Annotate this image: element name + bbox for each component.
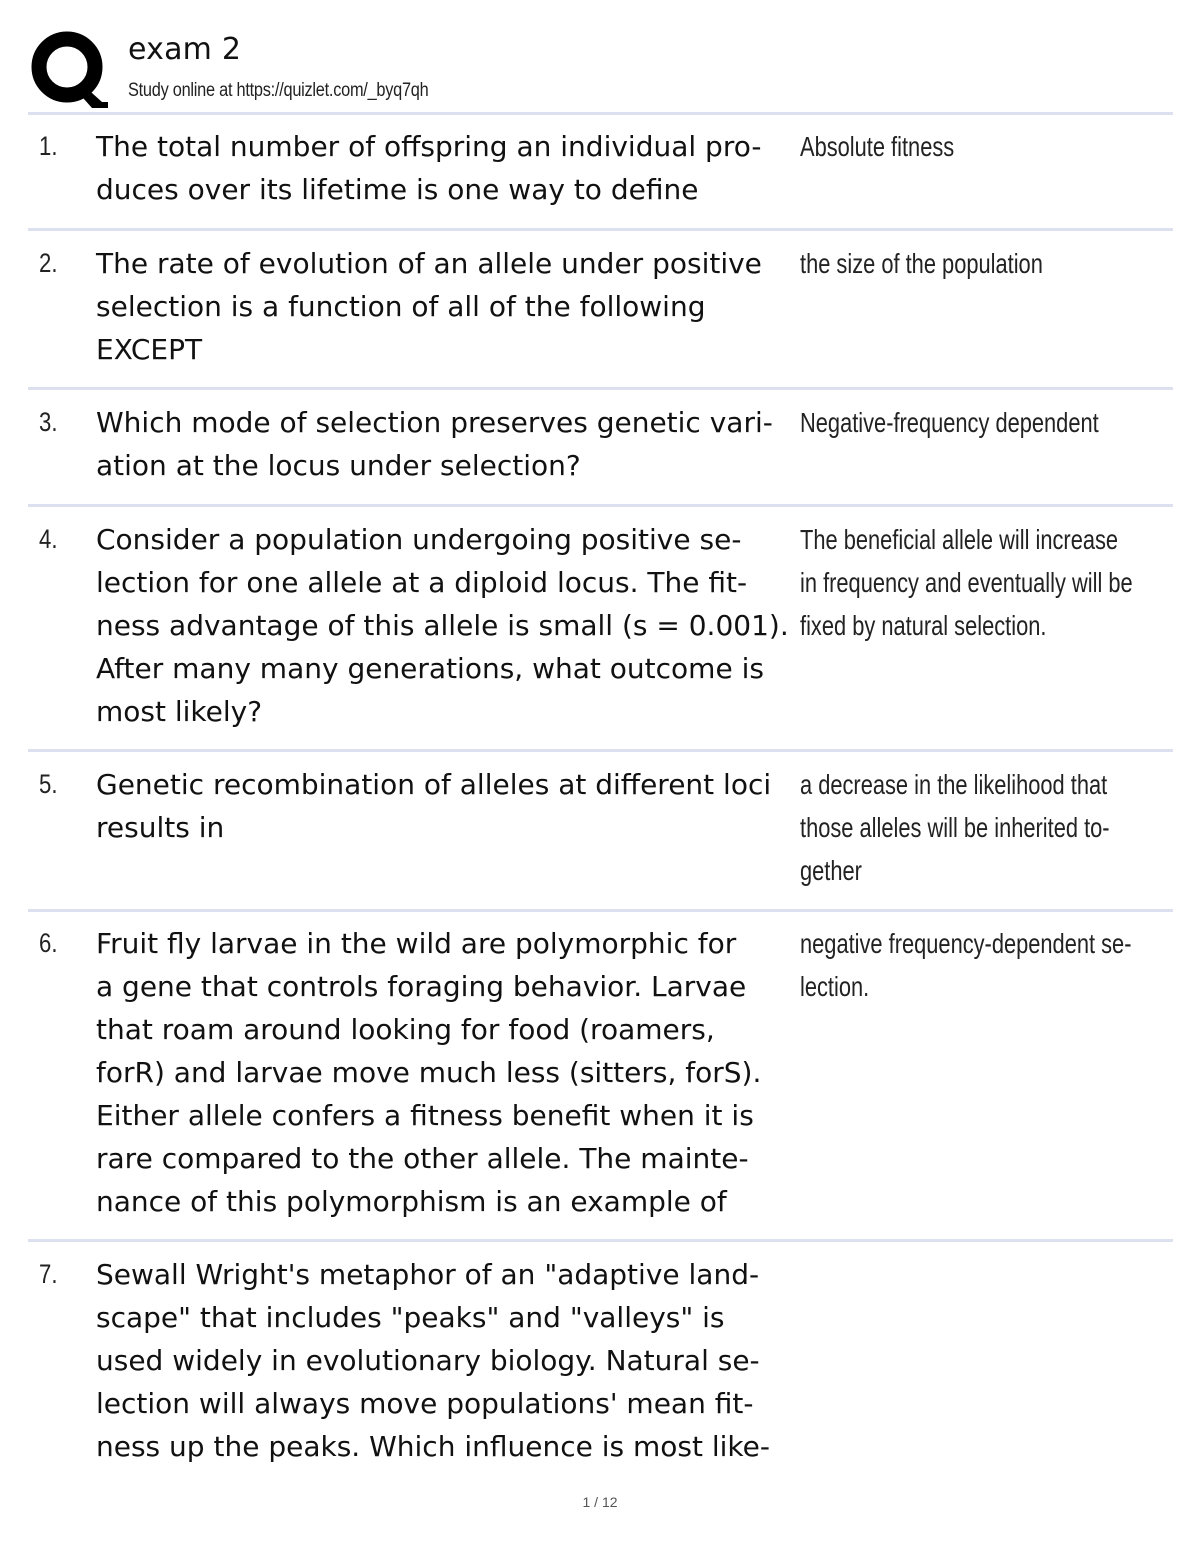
- card-answer: a decrease in the likelihood that those alleles will be inherited to- gether: [800, 769, 1110, 886]
- quizlet-q-logo-icon: [30, 30, 108, 108]
- study-online-link[interactable]: Study online at https://quizlet.com/_byq7qh: [128, 80, 429, 101]
- card-number: 2.: [39, 248, 58, 278]
- card-number: 1.: [39, 131, 58, 161]
- card-number: 3.: [39, 407, 58, 437]
- divider: [28, 112, 1173, 115]
- card-answer: the size of the population: [800, 248, 1043, 279]
- card-answer: Negative-frequency dependent: [800, 407, 1099, 438]
- card-number: 6.: [39, 928, 58, 958]
- document-header: [30, 28, 1172, 112]
- card-number: 5.: [39, 769, 58, 799]
- divider: [28, 228, 1173, 231]
- card-question: Genetic recombination of alleles at different loci results in: [96, 768, 772, 844]
- card-number: 4.: [39, 524, 58, 554]
- card-answer: Absolute fitness: [800, 131, 955, 162]
- document-title: exam 2: [128, 32, 242, 67]
- card-question: Consider a population undergoing positive se- lection for one allele at a diploid locus. The fit- ness advantage of this allele is small (s = 0.001). After many many generations, what outcome is most likely?: [96, 523, 789, 728]
- card-question: The total number of offspring an individual pro- duces over its lifetime is one way to define: [96, 130, 762, 206]
- card-question: Fruit fly larvae in the wild are polymorphic for a gene that controls foraging behavior. Larvae that roam around looking for food (roamers, forR) and larvae move much less (sitters, forS). Either allele confers a fitness benefit when it is rare compared to the other allele. The mainte- nance of this polymorphism is an example of: [96, 927, 762, 1218]
- divider: [28, 749, 1173, 752]
- divider: [28, 387, 1173, 390]
- divider: [28, 909, 1173, 912]
- page-indicator: 1 / 12: [582, 1494, 618, 1510]
- card-question: Which mode of selection preserves genetic vari- ation at the locus under selection?: [96, 406, 773, 482]
- divider: [28, 1239, 1173, 1242]
- divider: [28, 504, 1173, 507]
- card-answer: negative frequency-dependent se- lection.: [800, 928, 1132, 1002]
- card-number: 7.: [39, 1259, 58, 1289]
- card-answer: The beneficial allele will increase in frequency and eventually will be fixed by natural selection.: [800, 524, 1133, 641]
- card-question: The rate of evolution of an allele under positive selection is a function of all of the following EXCEPT: [96, 247, 762, 366]
- card-question: Sewall Wright's metaphor of an "adaptive land- scape" that includes "peaks" and "valleys" is used widely in evolutionary biology. Natural se- lection will always move populations' mean fit- ness up the peaks. Which influence is most like-: [96, 1258, 770, 1463]
